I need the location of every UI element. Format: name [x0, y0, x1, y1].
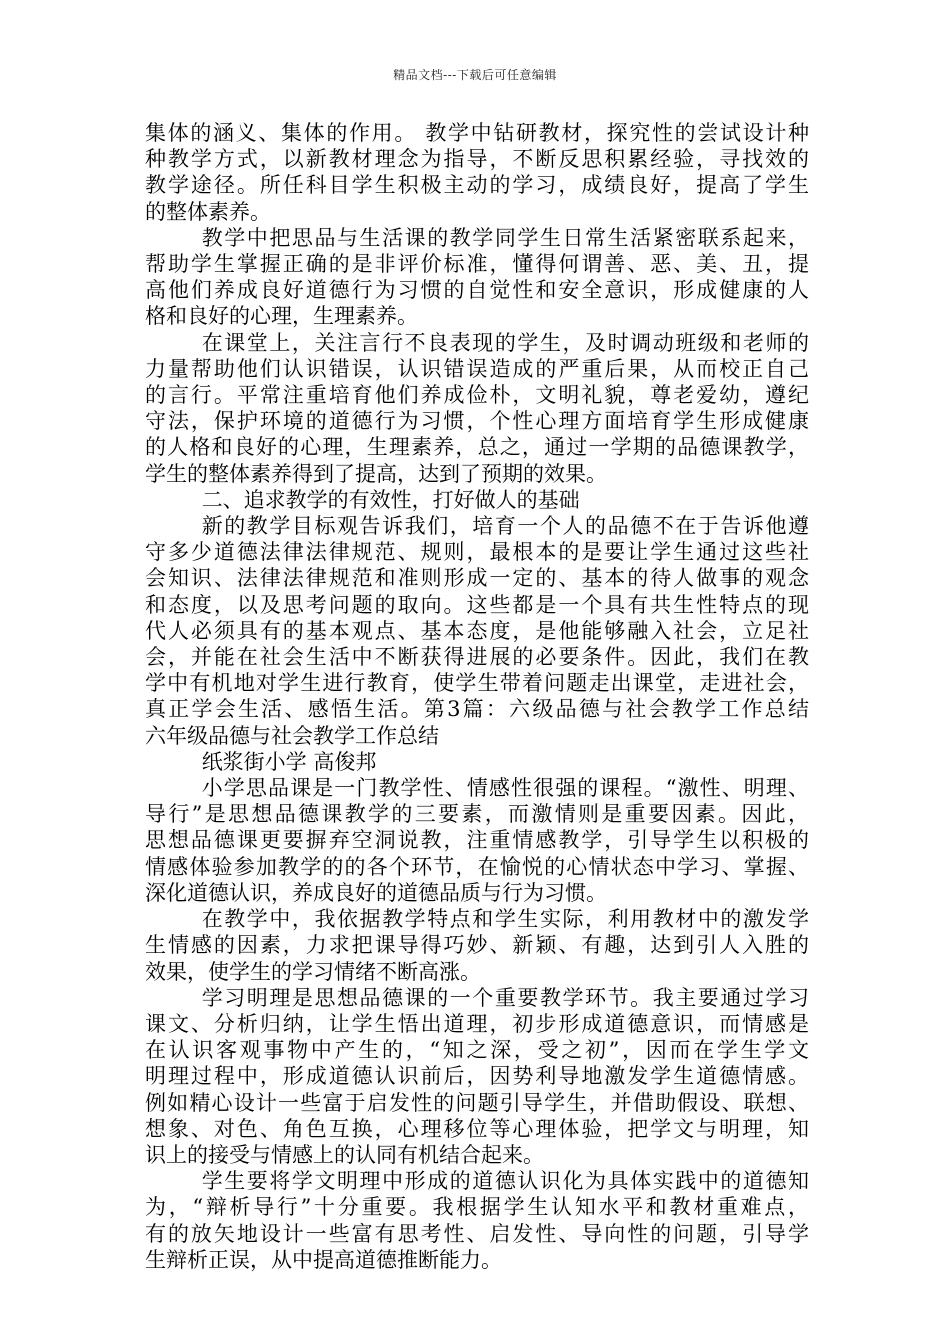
- text-line: 真正学会生活、感悟生活。第3篇：六级品德与社会教学工作总结: [145, 697, 809, 722]
- text-line: 为，“辩析导行”十分重要。我根据学生认知水平和教材重难点，: [145, 1195, 809, 1220]
- text-line: 想象、对色、角色互换，心理移位等心理体验，把学文与明理，知: [145, 1116, 809, 1141]
- text-line: 在教学中，我依据教学特点和学生实际，利用教材中的激发学: [201, 907, 809, 932]
- text-line: 情感体验参加教学的的各个环节，在愉悦的心情状态中学习、掌握、: [145, 854, 809, 879]
- paragraph: [145, 749, 809, 775]
- text-line: 种教学方式，以新教材理念为指导，不断反思积累经验，寻找效的: [145, 147, 809, 172]
- text-line: 六年级品德与社会教学工作总结: [145, 723, 439, 748]
- text-line: 会知识、法律法律规范和准则形成一定的、基本的待人做事的观念: [145, 566, 809, 591]
- text-line: 守法，保护环境的道德行为习惯，个性心理方面培育学生形成健康: [145, 409, 809, 434]
- text-line: 高他们养成良好道德行为习惯的自觉性和安全意识，形成健康的人: [145, 278, 809, 303]
- text-line: 二、追求教学的有效性，打好做人的基础: [201, 487, 580, 512]
- text-line: 集体的涵义、集体的作用。 教学中钻研教材，探究性的尝试设计种: [145, 121, 809, 145]
- paragraph: [145, 120, 809, 225]
- text-line: 新的教学目标观告诉我们，培育一个人的品德不在于告诉他遵: [201, 514, 809, 539]
- text-line: 明理过程中，形成道德认识前后，因势利导地激发学生道德情感。: [145, 1064, 809, 1089]
- text-line: 的人格和良好的心理，生理素养，总之，通过一学期的品德课教学，: [145, 435, 809, 460]
- text-line: 例如精心设计一些富于启发性的问题引导学生，并借助假设、联想、: [145, 1090, 809, 1115]
- text-line: 纸浆街小学 高俊邦: [201, 749, 377, 774]
- paragraph: [145, 487, 809, 513]
- text-line: 力量帮助他们认识错误，认识错误造成的严重后果，从而校正自己: [145, 356, 809, 381]
- text-line: 帮助学生掌握正确的是非评价标准，懂得何谓善、恶、美、丑，提: [145, 252, 809, 277]
- paragraph: [145, 330, 809, 487]
- text-line: 效果，使学生的学习情绪不断高涨。: [145, 959, 481, 984]
- text-line: 代人必须具有的基本观点、基本态度，是他能够融入社会，立足社: [145, 618, 809, 643]
- paragraph: [145, 906, 809, 985]
- text-line: 教学中把思品与生活课的教学同学生日常生活紧密联系起来，: [201, 225, 809, 250]
- text-line: 导行”是思想品德课教学的三要素，而激情则是重要因素。因此，: [145, 802, 809, 827]
- document-body: [145, 120, 809, 1273]
- page-header: 精品文档---下载后可任意编辑: [393, 68, 557, 82]
- text-line: 格和良好的心理，生理素养。: [145, 304, 418, 329]
- text-line: 学生的整体素养得到了提高，达到了预期的效果。: [145, 461, 607, 486]
- paragraph: [145, 985, 809, 1168]
- text-line: 的整体素养。: [145, 199, 271, 224]
- text-line: 课文、分析归纳，让学生悟出道理，初步形成道德意识，而情感是: [145, 1011, 809, 1036]
- text-line: 小学思品课是一门教学性、情感性很强的课程。“激性、明理、: [201, 776, 809, 801]
- text-line: 生情感的因素，力求把课导得巧妙、新颖、有趣，达到引人入胜的: [145, 933, 809, 958]
- text-line: 生辩析正误，从中提高道德推断能力。: [145, 1247, 502, 1272]
- text-line: 在课堂上，关注言行不良表现的学生，及时调动班级和老师的: [201, 330, 809, 355]
- paragraph: [145, 775, 809, 906]
- text-line: 守多少道德法律法律规范、规则，最根本的是要让学生通过这些社: [145, 540, 809, 565]
- paragraph: [145, 225, 809, 330]
- paragraph: [145, 1168, 809, 1273]
- text-line: 思想品德课更要摒弃空洞说教，注重情感教学，引导学生以积极的: [145, 828, 809, 853]
- text-line: 和态度，以及思考问题的取向。这些都是一个具有共生性特点的现: [145, 592, 809, 617]
- text-line: 的言行。平常注重培育他们养成俭朴，文明礼貌，尊老爱幼，遵纪: [145, 383, 809, 408]
- text-line: 学习明理是思想品德课的一个重要教学环节。我主要通过学习: [201, 985, 809, 1010]
- paragraph: [145, 513, 809, 749]
- text-line: 在认识客观事物中产生的，“知之深，受之初”，因而在学生学文: [145, 1038, 809, 1063]
- text-line: 教学途径。所任科目学生积极主动的学习，成绩良好，提高了学生: [145, 173, 809, 198]
- text-line: 会，并能在社会生活中不断获得进展的必要条件。因此，我们在教: [145, 645, 809, 670]
- text-line: 识上的接受与情感上的认同有机结合起来。: [145, 1142, 544, 1167]
- text-line: 深化道德认识，养成良好的道德品质与行为习惯。: [145, 880, 607, 905]
- text-line: 学中有机地对学生进行教育，使学生带着问题走出课堂，走进社会，: [145, 671, 809, 696]
- text-line: 有的放矢地设计一些富有思考性、启发性、导向性的问题，引导学: [145, 1221, 809, 1246]
- text-line: 学生要将学文明理中形成的道德认识化为具体实践中的道德知: [201, 1169, 809, 1194]
